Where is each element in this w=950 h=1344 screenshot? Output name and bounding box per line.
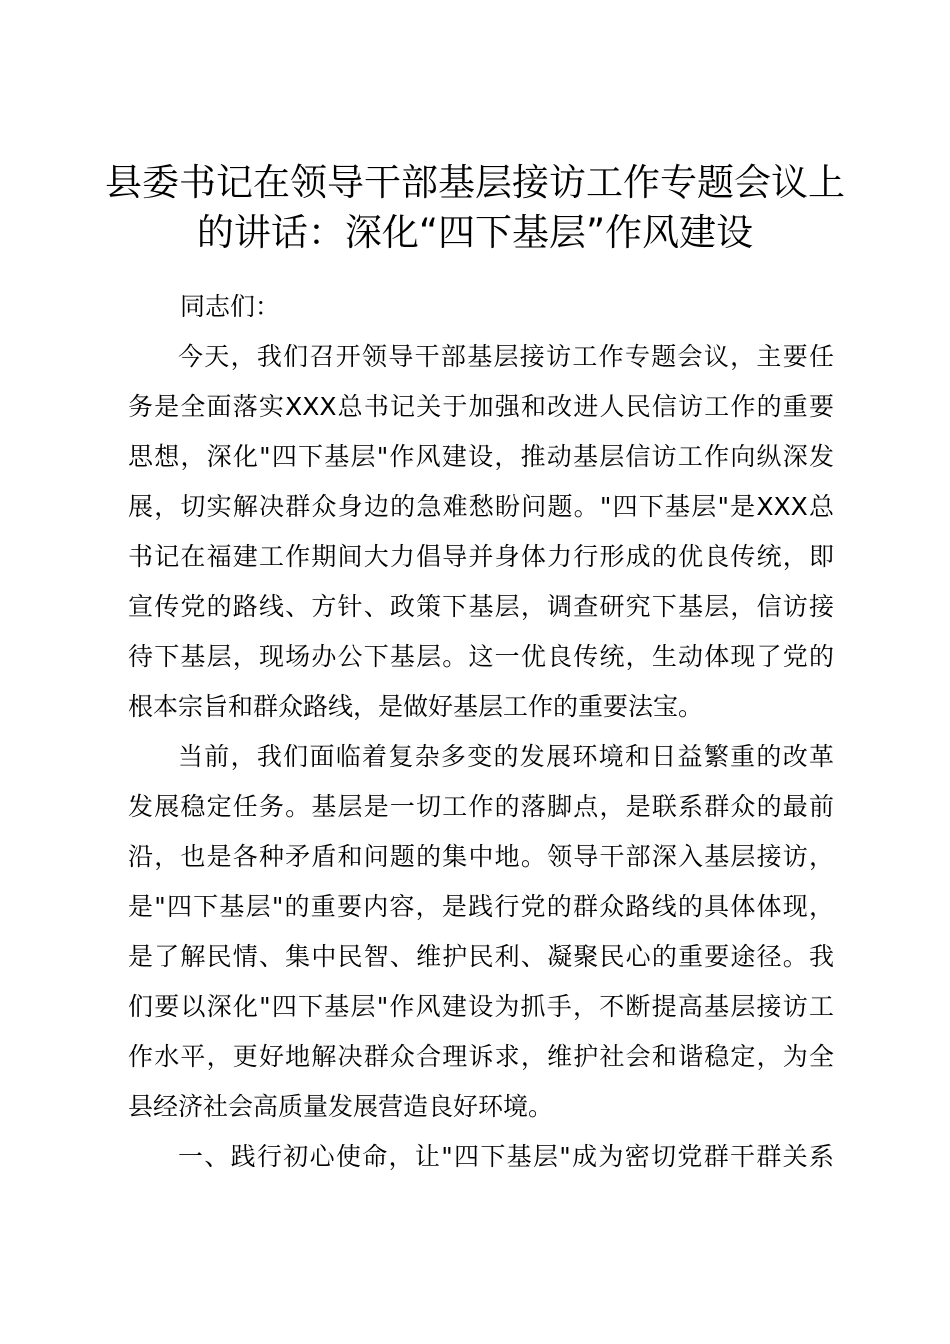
paragraph-line: 一、践行初心使命，让"四下基层"成为密切党群干群关系 — [178, 1142, 834, 1171]
paragraph-line: 根本宗旨和群众路线，是做好基层工作的重要法宝。 — [128, 692, 704, 721]
salutation: 同志们： — [180, 292, 281, 321]
paragraph-line: 展，切实解决群众身边的急难愁盼问题。"四下基层"是XXX总 — [128, 492, 834, 521]
paragraph-line: 沿，也是各种矛盾和问题的集中地。领导干部深入基层接访， — [128, 842, 834, 871]
title-line-2: 的讲话：深化“四下基层”作风建设 — [196, 211, 754, 254]
paragraph-line: 发展稳定任务。基层是一切工作的落脚点，是联系群众的最前 — [128, 792, 834, 821]
paragraph-line: 待下基层，现场办公下基层。这一优良传统，生动体现了党的 — [128, 642, 834, 671]
paragraph-line: 书记在福建工作期间大力倡导并身体力行形成的优良传统，即 — [128, 542, 834, 571]
paragraph-line: 是"四下基层"的重要内容，是践行党的群众路线的具体体现， — [128, 892, 834, 921]
section-heading-1 — [128, 1132, 834, 1182]
paragraph-line: 思想，深化"四下基层"作风建设，推动基层信访工作向纵深发 — [128, 442, 834, 471]
paragraph-line: 当前，我们面临着复杂多变的发展环境和日益繁重的改革 — [178, 742, 834, 771]
paragraph-line: 务是全面落实XXX总书记关于加强和改进人民信访工作的重要 — [128, 392, 834, 421]
paragraph-line: 今天，我们召开领导干部基层接访工作专题会议，主要任 — [178, 342, 834, 371]
document-title — [100, 158, 850, 258]
paragraph-line: 作水平，更好地解决群众合理诉求，维护社会和谐稳定，为全 — [128, 1042, 834, 1071]
title-line-1: 县委书记在领导干部基层接访工作专题会议上 — [105, 161, 845, 204]
paragraph-1 — [128, 332, 834, 732]
document-body — [128, 282, 834, 1182]
paragraph-line: 县经济社会高质量发展营造良好环境。 — [128, 1092, 554, 1121]
paragraph-line: 是了解民情、集中民智、维护民利、凝聚民心的重要途径。我 — [128, 942, 834, 971]
paragraph-line: 宣传党的路线、方针、政策下基层，调查研究下基层，信访接 — [128, 592, 834, 621]
paragraph-2 — [128, 732, 834, 1132]
paragraph-line: 们要以深化"四下基层"作风建设为抓手，不断提高基层接访工 — [128, 992, 834, 1021]
